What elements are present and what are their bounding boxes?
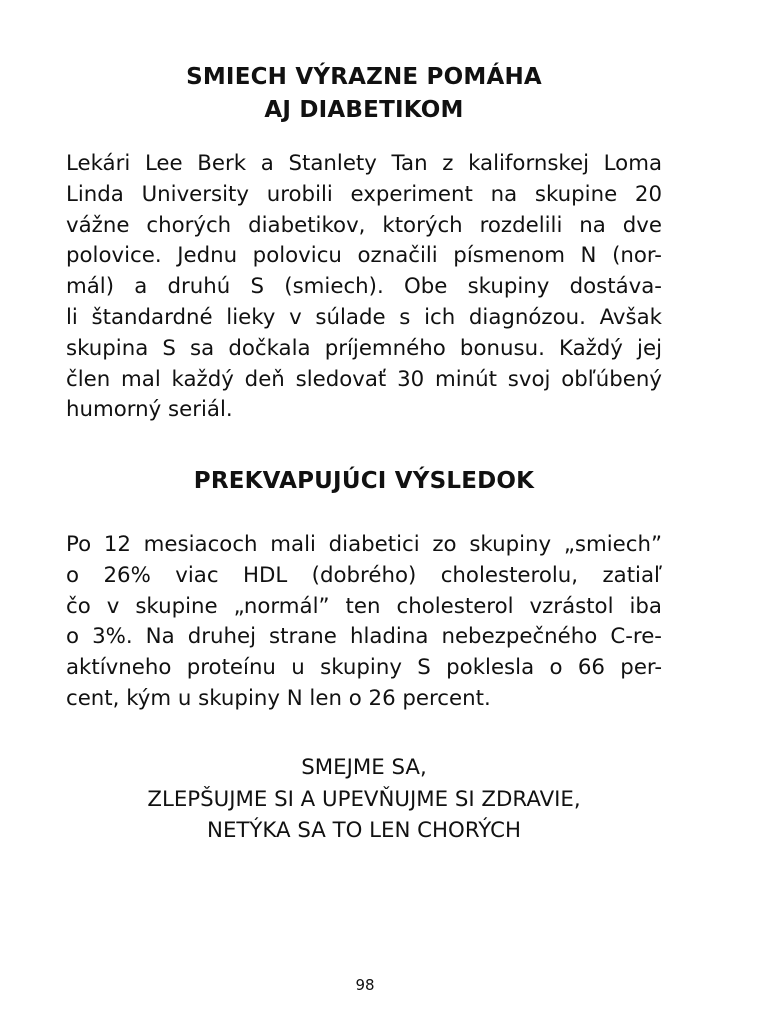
paragraph-line: člen mal každý deň sledovať 30 minút svoj obľúbený	[66, 366, 662, 392]
paragraph-line: čo v skupine „normál” ten cholesterol vzrástol iba	[66, 593, 662, 619]
section-heading-line: PREKVAPUJÚCI VÝSLEDOK	[193, 468, 535, 494]
paragraph-line: polovice. Jednu polovicu označili písmenom N (nor-	[66, 243, 662, 269]
closing-line: ZLEPŠUJME SI A UPEVŇUJME SI ZDRAVIE,	[147, 786, 581, 812]
article-title	[66, 61, 662, 127]
closing-line: NETÝKA SA TO LEN CHORÝCH	[207, 818, 521, 843]
paragraph-line: Po 12 mesiacoch mali diabetici zo skupiny „smiech”	[66, 532, 662, 557]
paragraph-line: Linda University urobili experiment na skupine 20	[66, 181, 662, 207]
paragraph-line: li štandardné lieky v súlade s ich diagnózou. Avšak	[66, 304, 662, 330]
article-title-line: SMIECH VÝRAZNE POMÁHA	[186, 64, 542, 90]
paragraph-line: aktívneho proteínu u skupiny S poklesla o 66 per-	[66, 655, 662, 681]
page-number: 98	[355, 976, 375, 994]
article-title-line: AJ DIABETIKOM	[264, 97, 464, 123]
paragraph-line: vážne chorých diabetikov, ktorých rozdelili na dve	[66, 212, 662, 238]
paragraph-line: o 26% viac HDL (dobrého) cholesterolu, zatiaľ	[66, 562, 662, 588]
paragraph-line: humorný seriál.	[66, 397, 233, 423]
intro-paragraph	[66, 149, 662, 426]
paragraph-line: o 3%. Na druhej strane hladina nebezpečného C-re-	[66, 624, 662, 650]
closing-statement	[66, 752, 662, 847]
paragraph-line: mál) a druhú S (smiech). Obe skupiny dostáva-	[66, 274, 662, 300]
paragraph-line: Lekári Lee Berk a Stanlety Tan z kalifornskej Loma	[66, 151, 662, 176]
section-heading	[66, 465, 662, 498]
closing-line: SMEJME SA,	[301, 755, 427, 780]
results-paragraph	[66, 530, 662, 715]
paragraph-line: cent, kým u skupiny N len o 26 percent.	[66, 685, 491, 711]
paragraph-line: skupina S sa dočkala príjemného bonusu. Každý jej	[66, 335, 662, 361]
